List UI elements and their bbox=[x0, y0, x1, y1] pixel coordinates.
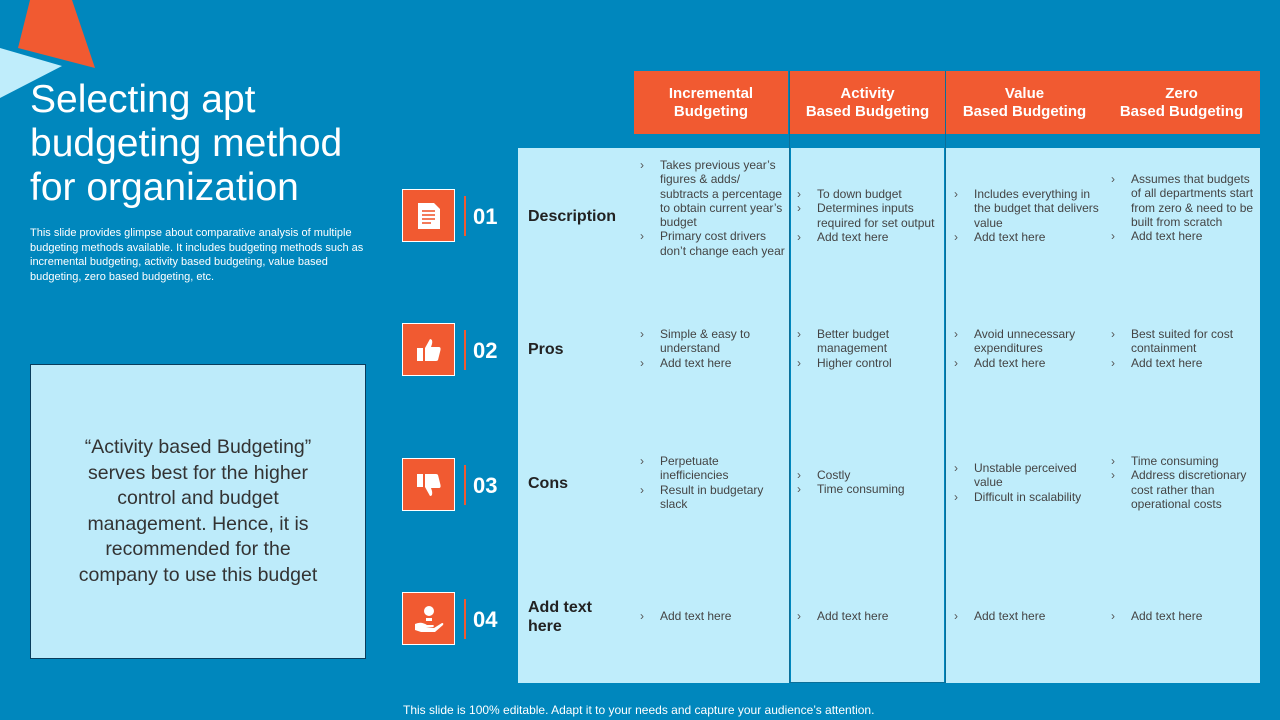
row-label-description: Description bbox=[528, 208, 617, 225]
recommendation-box bbox=[30, 364, 366, 659]
cell-description-incremental: › Takes previous year’s figures & adds/ subtracts a percentage to obtain current year’s budget › Primary cost drivers don’t change each year bbox=[640, 158, 785, 258]
page-title: Selecting apt budgeting method for organization bbox=[30, 78, 343, 209]
recommendation-text: “Activity based Budgeting” serves best for the higher control and budget management. Hence, it is recommended for the company to use this budget bbox=[78, 436, 318, 586]
column-header-zero: Zero Based Budgeting bbox=[1103, 71, 1260, 134]
document-icon bbox=[416, 201, 442, 231]
cell-cons-activity: › Costly › Time consuming bbox=[797, 468, 942, 497]
row-label-add: Add text here bbox=[528, 599, 592, 635]
row-divider bbox=[464, 599, 466, 639]
cell-add-activity: › Add text here bbox=[797, 609, 942, 623]
column-header-value: Value Based Budgeting bbox=[946, 71, 1103, 134]
row-icon-box-description bbox=[402, 189, 455, 242]
cell-add-value: › Add text here bbox=[954, 609, 1099, 623]
column-header-activity: Activity Based Budgeting bbox=[790, 71, 945, 134]
activity-column-outline bbox=[789, 71, 946, 683]
cell-pros-activity: › Better budget management › Higher control bbox=[797, 327, 942, 370]
column-header-incremental: Incremental Budgeting bbox=[634, 71, 788, 134]
page-subtitle: This slide provides glimpse about comparative analysis of multiple budgeting methods available. It includes budgeting methods such as incremental budgeting, activity based budgeting, value based budgeting, zero based budgeting, etc. bbox=[30, 227, 364, 283]
cell-description-activity: › To down budget › Determines inputs required for set output › Add text here bbox=[797, 187, 942, 244]
cell-add-zero: › Add text here bbox=[1111, 609, 1256, 623]
money-hand-icon bbox=[413, 604, 445, 634]
cell-pros-value: › Avoid unnecessary expenditures › Add text here bbox=[954, 327, 1099, 370]
cell-cons-zero: › Time consuming › Address discretionary cost rather than operational costs bbox=[1111, 454, 1256, 511]
row-icon-box-add bbox=[402, 592, 455, 645]
thumbs-up-icon bbox=[415, 336, 443, 364]
row-label-pros: Pros bbox=[528, 341, 564, 358]
row-label-cons: Cons bbox=[528, 475, 568, 492]
row-divider bbox=[464, 196, 466, 236]
row-icon-box-cons bbox=[402, 458, 455, 511]
cell-pros-incremental: › Simple & easy to understand › Add text here bbox=[640, 327, 785, 370]
row-number: 03 bbox=[473, 473, 498, 498]
cell-cons-value: › Unstable perceived value › Difficult in scalability bbox=[954, 461, 1099, 504]
row-divider bbox=[464, 330, 466, 370]
cell-description-value: › Includes everything in the budget that delivers value › Add text here bbox=[954, 187, 1099, 244]
row-number: 02 bbox=[473, 338, 498, 363]
row-number: 04 bbox=[473, 607, 498, 632]
thumbs-down-icon bbox=[415, 471, 443, 499]
row-divider bbox=[464, 465, 466, 505]
row-icon-box-pros bbox=[402, 323, 455, 376]
cell-pros-zero: › Best suited for cost containment › Add text here bbox=[1111, 327, 1256, 370]
cell-description-zero: › Assumes that budgets of all departments start from zero & need to be built from scratch › Add text here bbox=[1111, 172, 1256, 243]
row-number: 01 bbox=[473, 204, 498, 229]
cell-cons-incremental: › Perpetuate inefficiencies › Result in budgetary slack bbox=[640, 454, 785, 511]
cell-add-incremental: › Add text here bbox=[640, 609, 785, 623]
footer-note: This slide is 100% editable. Adapt it to your needs and capture your audience’s attention. bbox=[403, 703, 875, 717]
